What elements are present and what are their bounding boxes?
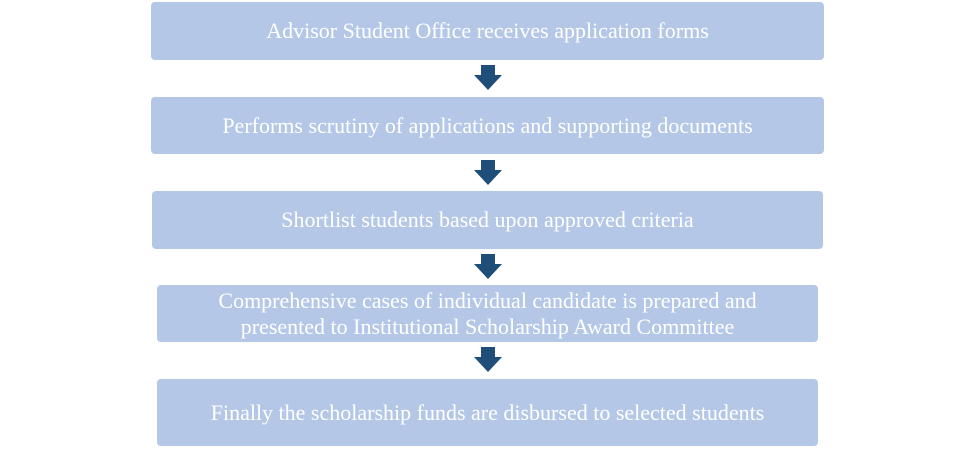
flow-step-2 — [151, 97, 824, 154]
flow-step-2-text: Performs scrutiny of applications and supporting documents — [222, 112, 753, 138]
down-arrow-icon — [473, 160, 503, 186]
down-arrow-icon — [473, 65, 503, 91]
flow-step-5 — [157, 379, 818, 446]
flow-step-3-text: Shortlist students based upon approved criteria — [281, 207, 694, 232]
down-arrow-icon — [473, 254, 503, 280]
flow-step-4-text: Comprehensive cases of individual candidate is prepared and presented to Institutional Scholarship Award Committee — [218, 287, 757, 339]
flow-step-3 — [152, 191, 823, 249]
flow-step-1 — [151, 2, 824, 60]
flow-step-4 — [157, 285, 818, 342]
flow-step-5-text: Finally the scholarship funds are disbursed to selected students — [210, 399, 765, 425]
down-arrow-icon — [473, 347, 503, 373]
flow-step-1-text: Advisor Student Office receives application forms — [266, 18, 709, 43]
